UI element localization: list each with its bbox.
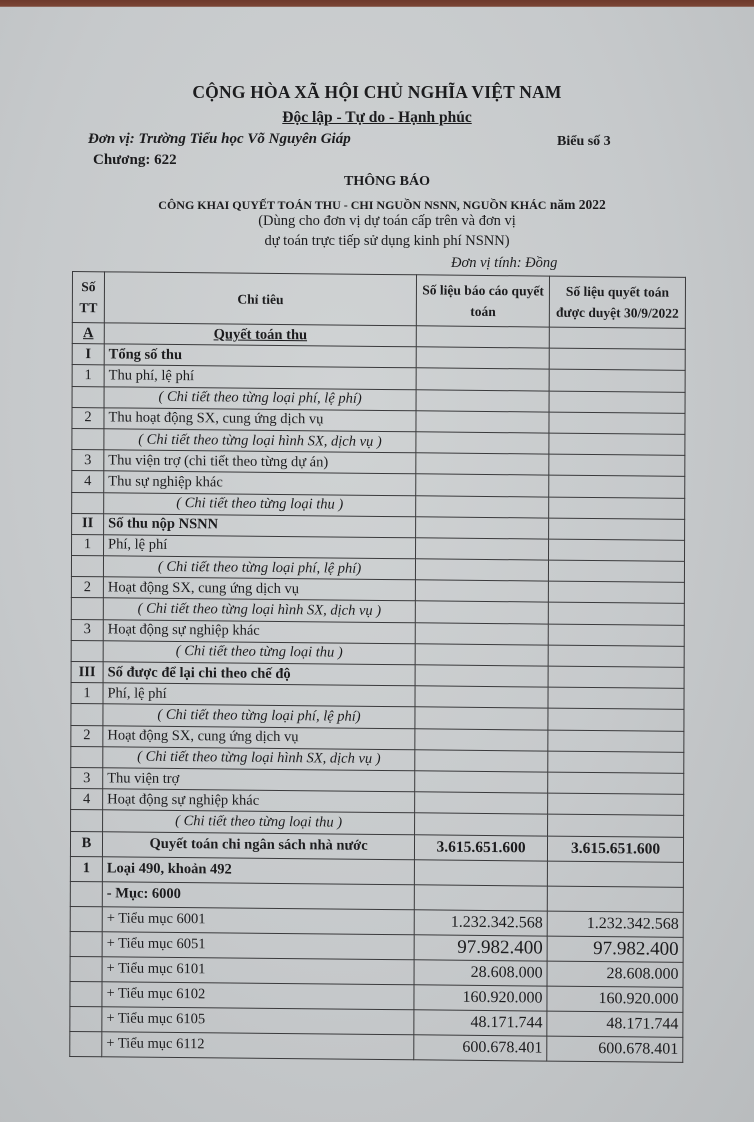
row-no: 2 — [71, 725, 103, 746]
row-approved — [549, 518, 685, 540]
row-reported — [415, 792, 548, 814]
row-reported — [415, 686, 548, 708]
row-reported — [414, 884, 547, 910]
row-approved — [548, 603, 684, 625]
notice-subtitle-year: năm 2022 — [546, 197, 606, 212]
row-item: Phí, lệ phí — [103, 535, 415, 559]
row-item: Thu viện trợ — [103, 768, 415, 792]
row-item: ( Chi tiết theo từng loại hình SX, dịch vụ ) — [103, 598, 415, 622]
row-item: Hoạt động SX, cung ứng dịch vụ — [103, 577, 415, 601]
row-approved — [548, 645, 684, 667]
table-row — [70, 1031, 683, 1062]
row-no: I — [72, 344, 104, 365]
row-no: 1 — [71, 683, 103, 704]
row-no: 3 — [71, 767, 103, 788]
row-approved — [549, 327, 685, 349]
row-no: 1 — [72, 534, 104, 555]
row-item: ( Chi tiết theo từng loại hình SX, dịch vụ ) — [103, 747, 415, 771]
row-approved — [548, 730, 684, 752]
row-no: 3 — [71, 619, 103, 640]
row-reported: 600.678.401 — [414, 1034, 547, 1060]
unit-name: Đơn vị: Trường Tiểu học Võ Nguyên Giáp — [88, 131, 351, 147]
notice-title: THÔNG BÁO — [344, 174, 430, 189]
nation-title: CỘNG HÒA XÃ HỘI CHỦ NGHĨA VIỆT NAM — [192, 82, 562, 102]
row-item: Quyết toán chi ngân sách nhà nước — [102, 831, 414, 859]
notice-subtitle-caps: CÔNG KHAI QUYẾT TOÁN THU - CHI NGUỒN NSNN, NGUỒN KHÁC — [158, 198, 547, 212]
row-no — [72, 428, 104, 449]
row-approved — [549, 348, 685, 370]
row-item: - Mục: 6000 — [102, 881, 414, 909]
row-item: Số được để lại chi theo chế độ — [103, 662, 415, 686]
row-item: ( Chi tiết theo từng loại thu ) — [103, 810, 415, 834]
row-item: Thu phí, lệ phí — [104, 365, 416, 389]
row-no: 4 — [71, 789, 103, 810]
row-approved — [548, 814, 684, 836]
row-reported: 160.920.000 — [414, 984, 547, 1010]
usage-note-line-1: (Dùng cho đơn vị dự toán cấp trên và đơn vị — [258, 213, 516, 229]
notice-subtitle — [0, 197, 754, 213]
settlement-table — [69, 271, 686, 1062]
row-reported — [415, 813, 548, 835]
row-item: + Tiểu mục 6105 — [102, 1006, 414, 1034]
row-no — [72, 386, 104, 407]
column-header-approved: Số liệu quyết toán được duyệt 30/9/2022 — [549, 276, 685, 328]
row-reported — [416, 432, 549, 454]
row-no: B — [70, 831, 102, 856]
row-item: Thu viện trợ (chi tiết theo từng dự án) — [104, 450, 416, 474]
row-approved — [549, 497, 685, 519]
row-no — [70, 906, 102, 931]
row-reported — [415, 665, 548, 687]
row-item: Hoạt động sự nghiệp khác — [103, 619, 415, 643]
row-item: Số thu nộp NSNN — [104, 513, 416, 537]
row-reported — [416, 411, 549, 433]
row-no — [70, 1031, 102, 1056]
row-reported — [416, 368, 549, 390]
row-approved — [547, 861, 683, 887]
row-approved: 600.678.401 — [547, 1036, 683, 1062]
row-item: + Tiểu mục 6102 — [102, 981, 414, 1009]
row-reported — [416, 538, 549, 560]
row-approved: 97.982.400 — [547, 936, 683, 962]
row-reported — [415, 622, 548, 644]
row-item: ( Chi tiết theo từng loại thu ) — [103, 641, 415, 665]
row-reported: 3.615.651.600 — [415, 834, 548, 860]
row-approved — [548, 624, 684, 646]
row-no: 2 — [71, 577, 103, 598]
row-approved — [548, 666, 684, 688]
row-reported — [416, 453, 549, 475]
row-approved: 1.232.342.568 — [547, 911, 683, 937]
row-approved — [549, 560, 685, 582]
paper-sheet — [0, 7, 754, 1122]
row-reported — [415, 771, 548, 793]
row-reported — [416, 516, 549, 538]
column-header-reported: Số liệu báo cáo quyết toán — [417, 275, 550, 327]
row-no — [72, 492, 104, 513]
motto-text: Độc lập - Tự do - Hạnh phúc — [282, 109, 472, 126]
row-approved: 28.608.000 — [547, 961, 683, 987]
row-approved — [549, 433, 685, 455]
row-item: ( Chi tiết theo từng loại thu ) — [104, 492, 416, 516]
row-reported — [415, 707, 548, 729]
chapter-code: Chương: 622 — [93, 152, 177, 168]
row-no — [71, 746, 103, 767]
row-approved — [549, 369, 685, 391]
row-item: Hoạt động SX, cung ứng dịch vụ — [103, 725, 415, 749]
row-reported — [416, 559, 549, 581]
row-approved — [549, 412, 685, 434]
row-no — [71, 556, 103, 577]
row-reported — [415, 750, 548, 772]
row-no: III — [71, 661, 103, 682]
motto — [0, 109, 754, 127]
row-reported — [415, 601, 548, 623]
row-approved: 3.615.651.600 — [548, 836, 684, 862]
row-item: Tổng số thu — [104, 344, 416, 368]
row-approved — [548, 708, 684, 730]
row-no — [70, 981, 102, 1006]
row-approved — [548, 793, 684, 815]
row-reported — [415, 728, 548, 750]
row-reported — [416, 389, 549, 411]
row-approved — [547, 886, 683, 912]
row-item: Thu sự nghiệp khác — [104, 471, 416, 495]
row-no: 4 — [72, 471, 104, 492]
row-reported — [416, 474, 549, 496]
row-item: Hoạt động sự nghiệp khác — [103, 789, 415, 813]
row-no — [71, 810, 103, 831]
row-approved — [548, 772, 684, 794]
row-item: + Tiểu mục 6051 — [102, 931, 414, 959]
row-item: + Tiểu mục 6101 — [102, 956, 414, 984]
row-approved: 48.171.744 — [547, 1011, 683, 1037]
row-item: ( Chi tiết theo từng loại hình SX, dịch vụ ) — [104, 429, 416, 453]
row-approved: 160.920.000 — [547, 986, 683, 1012]
row-no: 1 — [70, 856, 102, 881]
row-no — [71, 598, 103, 619]
row-no — [70, 956, 102, 981]
row-no — [70, 931, 102, 956]
row-item: Loại 490, khoản 492 — [102, 856, 414, 884]
row-no — [70, 881, 102, 906]
row-item: + Tiểu mục 6001 — [102, 906, 414, 934]
row-reported — [416, 326, 549, 348]
row-item: + Tiểu mục 6112 — [102, 1031, 414, 1059]
row-no: 1 — [72, 365, 104, 386]
row-reported: 28.608.000 — [414, 959, 547, 985]
column-header-no: Số TT — [72, 272, 104, 323]
row-approved — [549, 391, 685, 413]
row-reported — [416, 495, 549, 517]
row-approved — [548, 751, 684, 773]
row-item: Thu hoạt động SX, cung ứng dịch vụ — [104, 408, 416, 432]
row-reported — [416, 580, 549, 602]
row-no — [71, 704, 103, 725]
row-reported — [415, 644, 548, 666]
row-approved — [548, 581, 684, 603]
row-reported — [416, 347, 549, 369]
row-no — [70, 1006, 102, 1031]
row-reported: 1.232.342.568 — [414, 909, 547, 935]
row-approved — [549, 454, 685, 476]
row-no: 2 — [72, 407, 104, 428]
row-reported: 97.982.400 — [414, 934, 547, 960]
row-item: Quyết toán thu — [104, 323, 416, 347]
row-item: ( Chi tiết theo từng loại phí, lệ phí) — [104, 386, 416, 410]
row-item: Phí, lệ phí — [103, 683, 415, 707]
row-approved — [548, 687, 684, 709]
currency-unit: Đơn vị tính: Đồng — [451, 255, 558, 271]
row-no: 3 — [72, 450, 104, 471]
column-header-item: Chỉ tiêu — [104, 272, 416, 326]
row-reported — [415, 859, 548, 885]
row-no: II — [72, 513, 104, 534]
row-approved — [549, 539, 685, 561]
table-header-row — [72, 272, 685, 329]
row-item: ( Chi tiết theo từng loại phí, lệ phí) — [103, 704, 415, 728]
row-reported: 48.171.744 — [414, 1009, 547, 1035]
usage-note-line-2: dự toán trực tiếp sử dụng kinh phí NSNN) — [264, 233, 510, 249]
row-no — [71, 640, 103, 661]
row-no: A — [72, 323, 104, 344]
row-item: ( Chi tiết theo từng loại phí, lệ phí) — [103, 556, 415, 580]
row-approved — [549, 475, 685, 497]
form-number: Biểu số 3 — [557, 134, 611, 149]
